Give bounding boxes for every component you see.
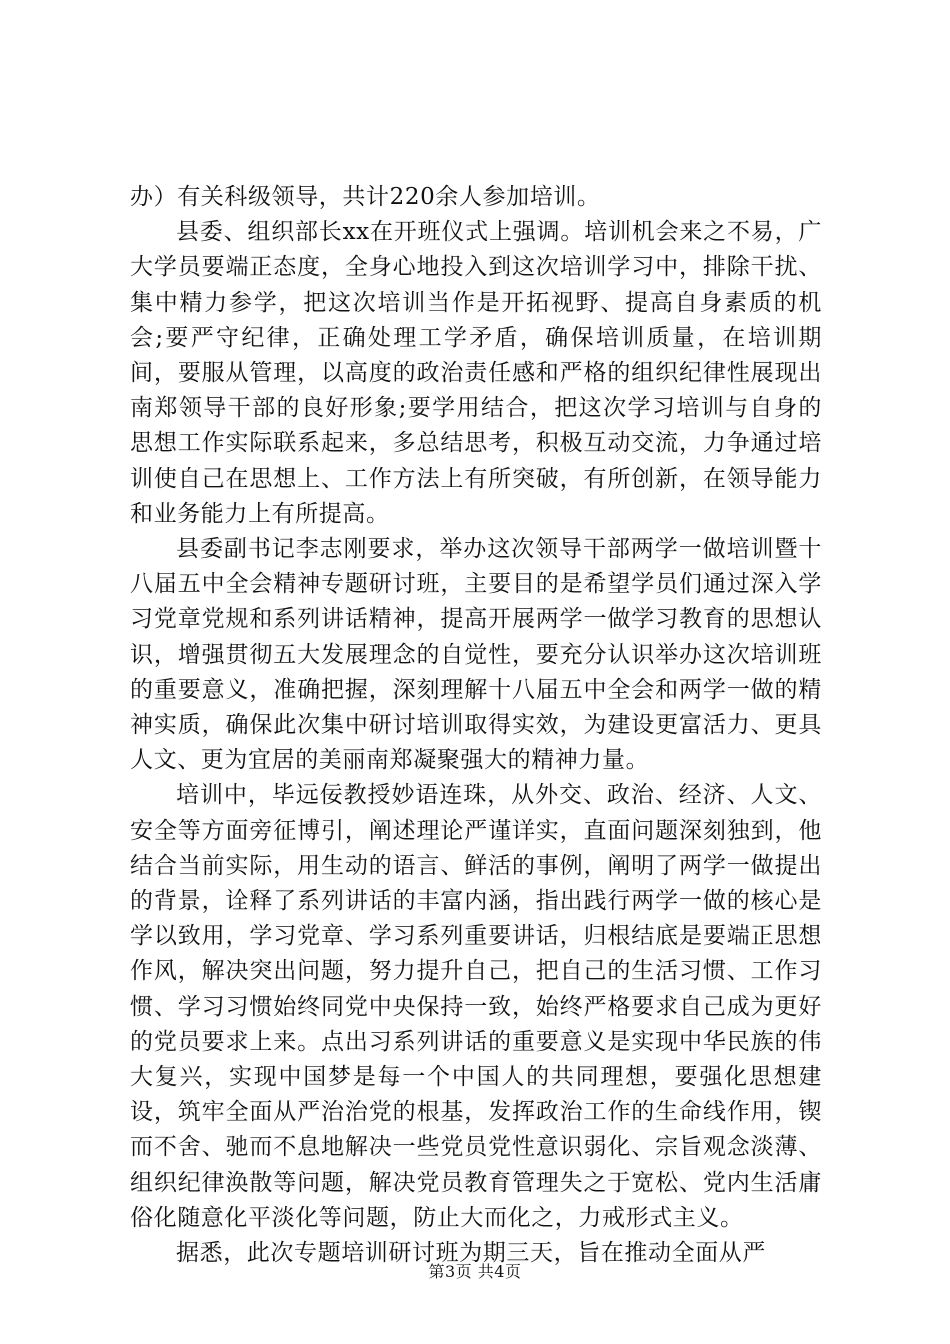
paragraph-4: 培训中，毕远佞教授妙语连珠，从外交、政治、经济、人文、安全等方面旁征博引，阐述理论严谨详实，直面问题深刻独到，他结合当前实际，用生动的语言、鲜活的事例，阐明了两学一做提出的背景，诠释了系列讲话的丰富内涵，指出践行两学一做的核心是学以致用，学习党章、学习系列重要讲话，归根结底是要端正思想作风，解决突出问题，努力提升自己，把自己的生活习惯、工作习惯、学习习惯始终同党中央保持一致，始终严格要求自己成为更好的党员要求上来。点出习系列讲话的重要意义是实现中华民族的伟大复兴，实现中国梦是每一个中国人的共同理想，要强化思想建设，筑牢全面从严治治党的根基，发挥政治工作的生命线作用，锲而不舍、驰而不息地解决一些党员党性意识弱化、宗旨观念淡薄、组织纪律涣散等问题，解决党员教育管理失之于宽松、党内生活庸俗化随意化平淡化等问题，防止大而化之，力戒形式主义。 [130,782,822,1231]
paragraph-3: 县委副书记李志刚要求，举办这次领导干部两学一做培训暨十八届五中全会精神专题研讨班，主要目的是希望学员们通过深入学习党章党规和系列讲话精神，提高开展两学一做学习教育的思想认识，增强贯彻五大发展理念的自觉性，要充分认识举办这次培训班的重要意义，准确把握，深刻理解十八届五中全会和两学一做的精神实质，确保此次集中研讨培训取得实效，为建设更富活力、更具人文、更为宜居的美丽南郑凝聚强大的精神力量。 [130,536,822,774]
paragraph-1: 办）有关科级领导，共计220余人参加培训。 [130,184,601,210]
paragraph-5: 据悉，此次专题培训研讨班为期三天，旨在推动全面从严 [176,1240,766,1267]
paragraph-2: 县委、组织部长xx在开班仪式上强调。培训机会来之不易，广大学员要端正态度，全身心地投入到这次培训学习中，排除干扰、集中精力参学，把这次培训当作是开拓视野、提高自身素质的机会;要严守纪律，正确处理工学矛盾，确保培训质量，在培训期间，要服从管理，以高度的政治责任感和严格的组织纪律性展现出南郑领导干部的良好形象;要学用结合，把这次学习培训与自身的思想工作实际联系起来，多总结思考，积极互动交流，力争通过培训使自己在思想上、工作方法上有所突破，有所创新，在领导能力和业务能力上有所提高。 [130,219,822,527]
page-number-footer: 第3页 共4页 [428,1262,522,1281]
document-body [130,180,822,1271]
